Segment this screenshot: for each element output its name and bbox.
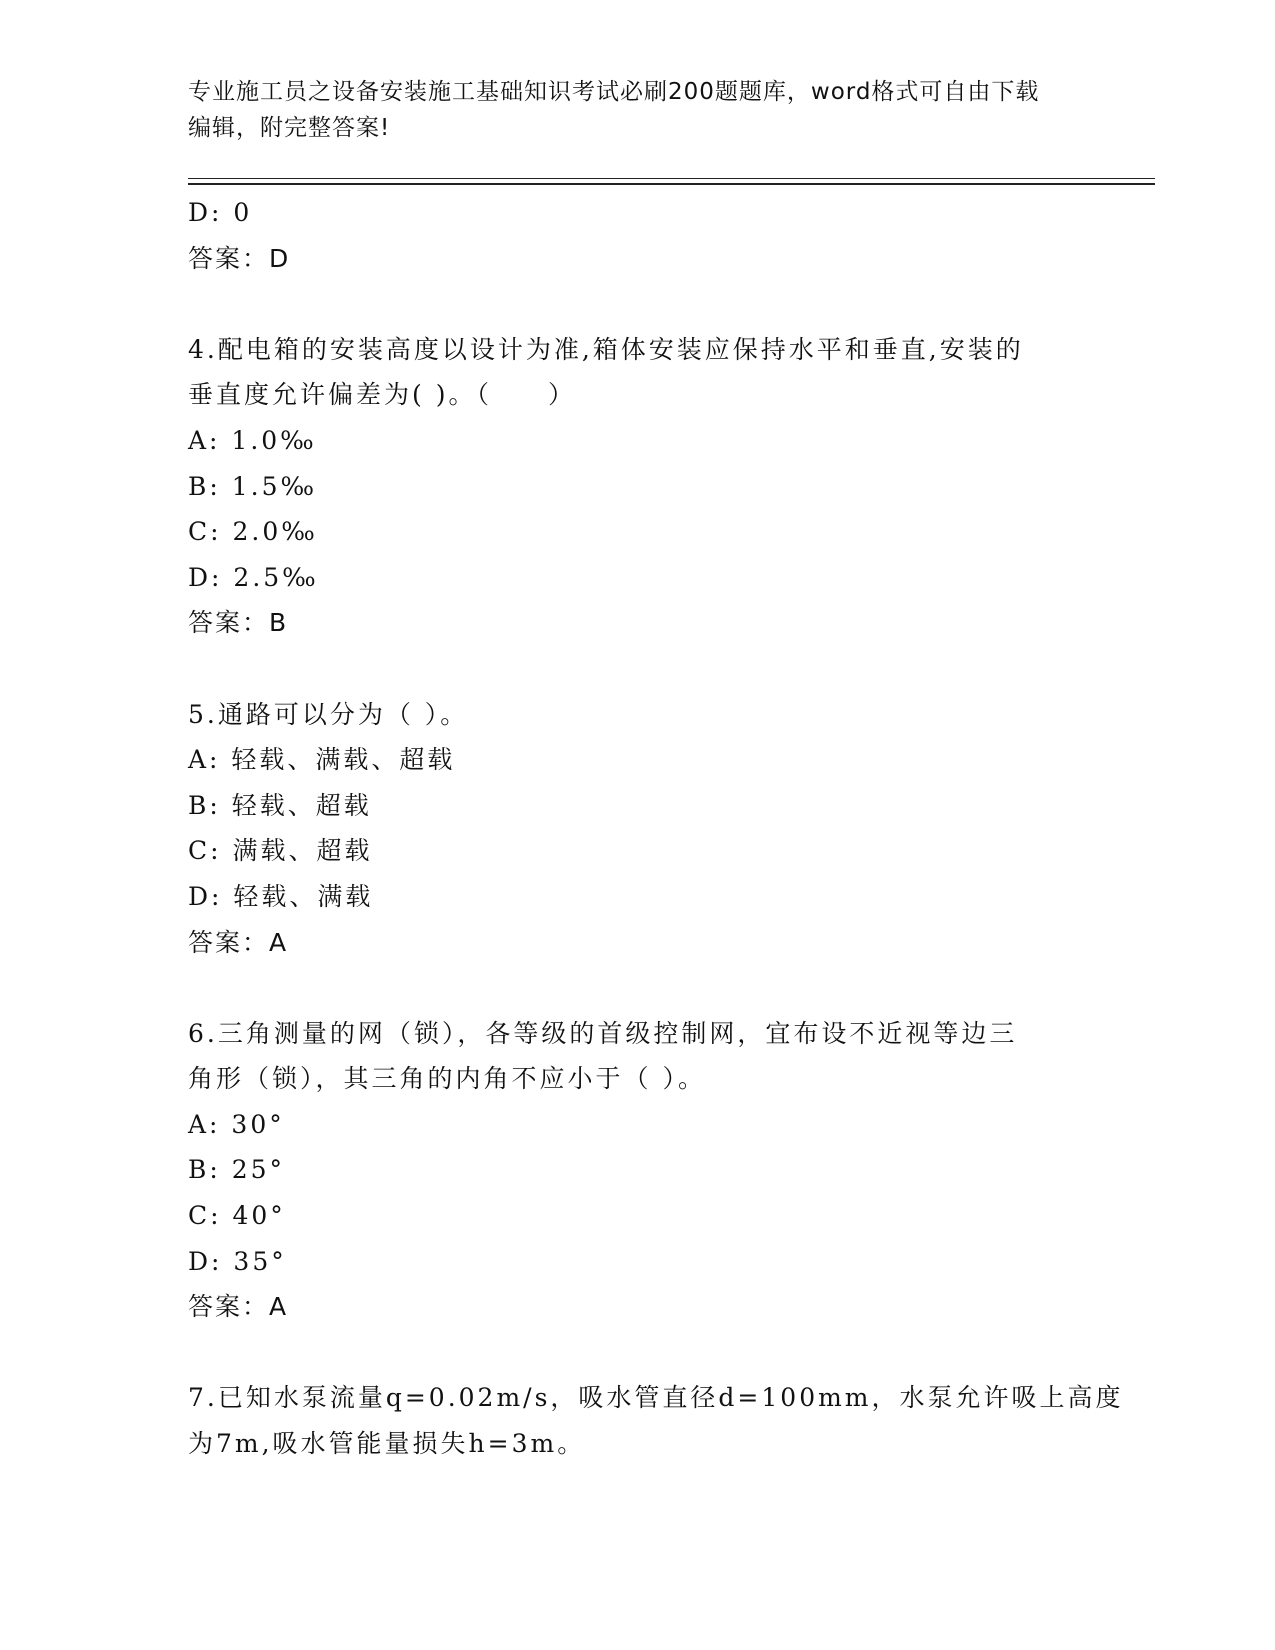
question-stem: 为7m,吸水管能量损失h=3m。 [188,1429,586,1459]
question-6 [188,1011,1088,1330]
option-c: C: 2.0‰ [188,517,318,547]
option-d: D: 轻载、满载 [188,881,374,911]
header-line-2: 编辑，附完整答案! [188,115,391,141]
option-b: B: 1.5‰ [188,471,318,501]
question-stem: 6.三角测量的网（锁），各等级的首级控制网，宜布设不近视等边三 [188,1018,1018,1048]
option-a: A: 30° [188,1109,285,1139]
question-stem: 5.通路可以分为（ ）。 [188,699,469,729]
document-body [188,190,1124,1467]
question-5 [188,692,1088,966]
option-b: B: 轻载、超载 [188,790,372,820]
header-divider-thick [188,183,1155,185]
option-a: A: 1.0‰ [188,425,317,455]
spacer [188,1330,1088,1376]
spacer [188,281,1088,327]
option-c: C: 满载、超载 [188,836,373,866]
option-d: D: 35° [188,1246,287,1276]
option-d: D: 0 [188,198,253,227]
question-stem: 角形（锁），其三角的内角不应小于（ ）。 [188,1064,706,1094]
question-7 [188,1375,1124,1466]
answer-line: 答案：A [188,1292,289,1322]
option-b: B: 25° [188,1155,286,1185]
question-stem: 7.已知水泵流量q=0.02m/s，吸水管直径d=100mm，水泵允许吸上高度 [188,1383,1124,1413]
header-divider-thin [188,178,1155,179]
document-header [188,74,1088,146]
question-stem: 垂直度允许偏差为( )。（ ） [188,380,576,410]
question-4 [188,327,1088,646]
question-stem: 4.配电箱的安装高度以设计为准,箱体安装应保持水平和垂直,安装的 [188,334,1024,364]
answer-line: 答案：D [188,243,291,273]
header-line-1: 专业施工员之设备安装施工基础知识考试必刷200题题库，word格式可自由下载 [188,79,1040,105]
answer-line: 答案：A [188,927,289,957]
question-3-tail [188,190,1088,281]
option-a: A: 轻载、满载、超载 [188,745,456,775]
spacer [188,646,1088,692]
answer-line: 答案：B [188,608,289,638]
spacer [188,965,1088,1011]
option-c: C: 40° [188,1201,286,1231]
option-d: D: 2.5‰ [188,562,319,592]
